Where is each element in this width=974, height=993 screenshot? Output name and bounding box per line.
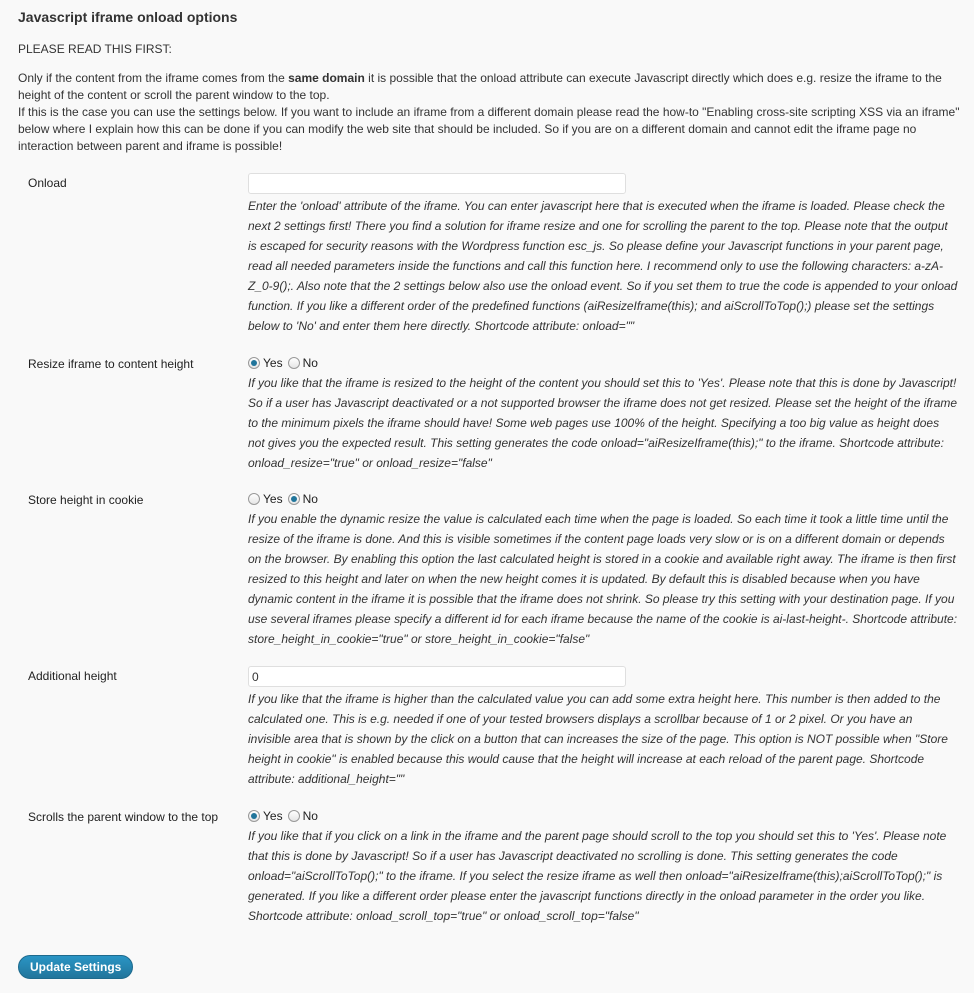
resize-label: Resize iframe to content height bbox=[28, 357, 194, 371]
scroll-no-label: No bbox=[302, 809, 318, 823]
scroll-top-label: Scrolls the parent window to the top bbox=[28, 810, 219, 824]
intro-paragraph bbox=[18, 70, 963, 155]
additional-height-field bbox=[248, 666, 958, 789]
additional-height-description: If you like that the iframe is higher than the calculated value you can add some extra height here. This number is then added to the calculated one. This is e.g. needed if one of your tested browsers displays a scrollbar because of 1 or 2 pixel. Or you have an invisible area that is shown by the click on a button that can increases the size of the page. This option is NOT possible when "Store height in cookie" is enabled because this would cause that the height will increase at each reload of the parent page. Shortcode attribute: additional_height="" bbox=[248, 692, 948, 786]
onload-description: Enter the 'onload' attribute of the iframe. You can enter javascript here that is executed when the iframe is loaded. Please check the next 2 settings first! There you find a solution for iframe resize and one for scrolling the parent to the top. Please note that the output is escaped for security reasons with the Wordpress function esc_js. So please define your Javascript functions in your parent page, read all needed parameters inside the functions and call this function here. I recommend only to use the following characters: a-zA-Z_0-9();. Also note that the 2 settings below also use the onload event. So if you set them to true the code is appended to your onload function. If you like a different order of the predefined functions (aiResizeIframe(this); and aiScrollToTop();) please set the settings below to 'No' and enter them here directly. Shortcode attribute: onload="" bbox=[248, 199, 958, 333]
intro-text-c: If this is the case you can use the settings below. If you want to include an iframe from a different domain please read the how-to "Enabling cross-site scripting XSS via an iframe" below where I explain how this can be done if you can modify the web site that should be included. So if you are on a different domain and cannot edit the iframe page no interaction between parent and iframe is possible! bbox=[18, 105, 960, 153]
cookie-field bbox=[248, 489, 958, 649]
settings-page bbox=[0, 0, 974, 155]
cookie-yes-radio[interactable] bbox=[248, 493, 260, 505]
resize-yes-radio[interactable] bbox=[248, 357, 260, 369]
resize-yes-option[interactable] bbox=[248, 356, 283, 370]
cookie-no-label: No bbox=[302, 492, 318, 506]
scroll-no-radio[interactable] bbox=[288, 810, 300, 822]
resize-no-label: No bbox=[302, 356, 318, 370]
scroll-top-description: If you like that if you click on a link in the iframe and the parent page should scroll to the top you should set this to 'Yes'. Please note that this is done by Javascript! So if a user has Javascript deactivated no scrolling is done. This setting generates the code onload="aiScrollToTop();" to the iframe. If you select the resize iframe as well then onload="aiResizeIframe(this);aiScrollToTop();" is generated. If you like a different order please enter the javascript functions directly in the onload parameter in the order you like. Shortcode attribute: onload_scroll_top="true" or onload_scroll_top="false" bbox=[248, 829, 947, 923]
page-title: Javascript iframe onload options bbox=[18, 9, 238, 25]
onload-input[interactable] bbox=[248, 173, 626, 194]
intro-text-a: Only if the content from the iframe comes from the bbox=[18, 71, 289, 85]
intro-bold: same domain bbox=[288, 71, 365, 85]
cookie-yes-option[interactable] bbox=[248, 492, 283, 506]
intro-text-b: it is possible that the onload attribute can execute Javascript directly which does e.g. resize the iframe to the height of the content or scroll the parent window to the top. bbox=[18, 71, 942, 102]
scroll-yes-label: Yes bbox=[263, 809, 283, 823]
cookie-no-option[interactable] bbox=[288, 492, 318, 506]
cookie-radio-group bbox=[248, 489, 958, 509]
resize-no-option[interactable] bbox=[288, 356, 318, 370]
additional-height-label: Additional height bbox=[28, 669, 117, 683]
read-first-notice: PLEASE READ THIS FIRST: bbox=[18, 42, 172, 56]
additional-height-input[interactable] bbox=[248, 666, 626, 687]
cookie-no-radio[interactable] bbox=[288, 493, 300, 505]
scroll-yes-radio[interactable] bbox=[248, 810, 260, 822]
resize-yes-label: Yes bbox=[263, 356, 283, 370]
cookie-label: Store height in cookie bbox=[28, 493, 144, 507]
scroll-top-radio-group bbox=[248, 806, 958, 826]
scroll-yes-option[interactable] bbox=[248, 809, 283, 823]
cookie-yes-label: Yes bbox=[263, 492, 283, 506]
resize-field bbox=[248, 353, 958, 473]
scroll-no-option[interactable] bbox=[288, 809, 318, 823]
cookie-description: If you enable the dynamic resize the value is calculated each time when the page is loaded. So each time it took a little time until the resize of the iframe is done. And this is visible sometimes if the content page loads very slow or is on a different domain or depends on the browser. By enabling this option the last calculated height is stored in a cookie and available right away. The iframe is then first resized to this height and later on when the new height comes it is updated. By default this is disabled because when you have dynamic content in the iframe it is possible that the iframe does not shrink. So please try this setting with your destination page. If you use several iframes please specify a different id for each iframe because the name of the cookie is ai-last-height-. Shortcode attribute: store_height_in_cookie="true" or store_height_in_cookie="false" bbox=[248, 512, 958, 646]
onload-label: Onload bbox=[28, 176, 67, 190]
resize-description: If you like that the iframe is resized to the height of the content you should set this to 'Yes'. Please note that this is done by Javascript! So if a user has Javascript deactivated or a not supported browser the iframe does not get resized. Please set the height of the iframe to the minimum pixels the iframe should have! Some web pages use 100% of the height. Specifying a too big value as height does not gives you the expected result. This setting generates the code onload="aiResizeIframe(this);" to the iframe. Shortcode attribute: onload_resize="true" or onload_resize="false" bbox=[248, 376, 958, 470]
resize-no-radio[interactable] bbox=[288, 357, 300, 369]
resize-radio-group bbox=[248, 353, 958, 373]
onload-field bbox=[248, 173, 958, 336]
scroll-top-field bbox=[248, 806, 958, 926]
intro-text bbox=[18, 41, 974, 155]
update-settings-button[interactable]: Update Settings bbox=[18, 955, 133, 979]
